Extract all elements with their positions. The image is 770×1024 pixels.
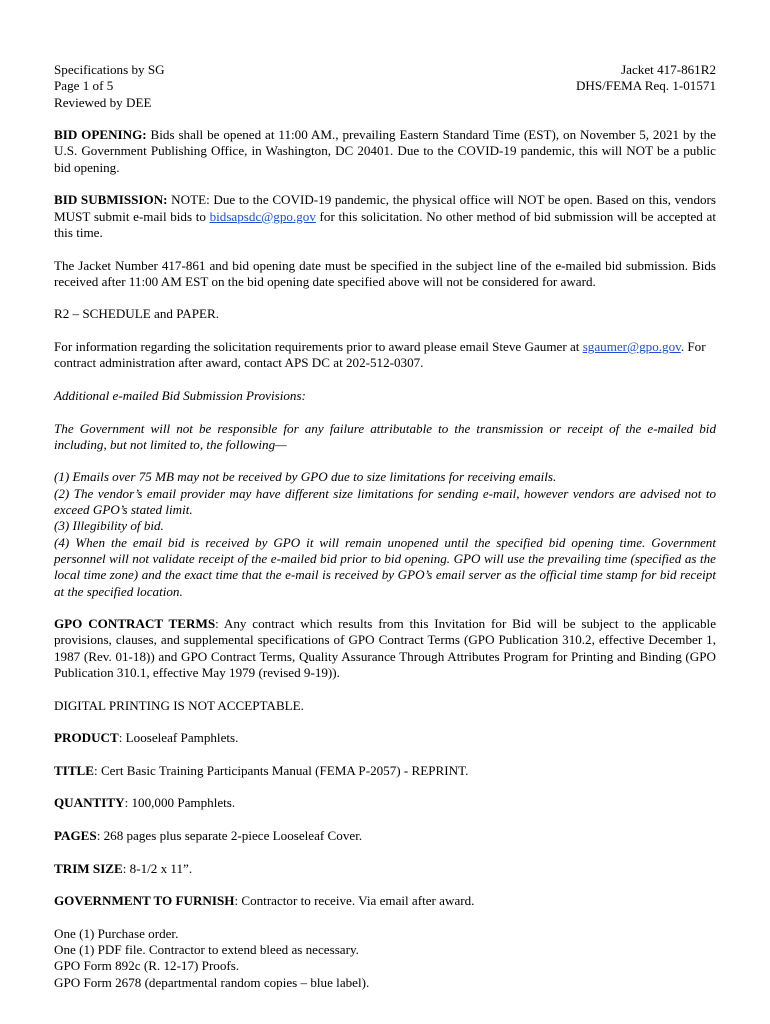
bid-submission-paragraph [54, 192, 716, 241]
title-label: TITLE [54, 762, 95, 778]
provisions-list [54, 469, 716, 599]
trim-size-label: TRIM SIZE [54, 860, 123, 876]
spec-author: Specifications by SG [54, 62, 165, 77]
info-text-end: . For contract administration after award, contact APS DC at 202-512-0307. [54, 339, 706, 371]
gov-furnish-line [54, 893, 716, 909]
trim-size-value: : 8-1/2 x 11”. [122, 860, 193, 876]
furnish-item: One (1) PDF file. Contractor to extend bleed as necessary. [54, 942, 359, 958]
contract-terms-label: GPO CONTRACT TERMS [54, 616, 216, 632]
gov-furnish-value: : Contractor to receive. Via email after award. [234, 893, 475, 909]
info-text: For information regarding the solicitation requirements prior to award please email Steve Gaumer at [54, 339, 583, 355]
pages-line [54, 828, 716, 844]
trim-size-line [54, 861, 716, 877]
bid-opening-label: BID OPENING: [54, 127, 147, 143]
furnish-item: One (1) Purchase order. [54, 925, 179, 941]
info-paragraph [54, 339, 716, 372]
contract-terms-paragraph [54, 616, 716, 681]
title-line [54, 763, 716, 779]
gov-furnish-label: GOVERNMENT TO FURNISH [54, 893, 235, 909]
provisions-heading: Additional e-mailed Bid Submission Provisions: [54, 387, 306, 403]
furnish-items-list [54, 926, 716, 991]
requisition-number: DHS/FEMA Req. 1-01571 [575, 78, 716, 94]
title-value: : Cert Basic Training Participants Manual (FEMA P-2057) - REPRINT. [94, 762, 469, 778]
bid-opening-text: Bids shall be opened at 11:00 AM., prevailing Eastern Standard Time (EST), on November 5, 2021 by the U.S. Government Publishing Office, in Washington, DC 20401. Due to the COVID-19 pandemic, this will NOT be a public bid opening. [54, 127, 716, 175]
page-number: Page 1 of 5 [54, 78, 114, 94]
quantity-line [54, 795, 716, 811]
product-value: : Looseleaf Pamphlets. [118, 730, 239, 746]
page-header [54, 62, 716, 111]
furnish-item: GPO Form 2678 (departmental random copies – blue label). [54, 974, 370, 990]
pages-label: PAGES [54, 827, 97, 843]
bid-opening-paragraph [54, 127, 716, 176]
contact-email-link[interactable]: sgaumer@gpo.gov [582, 339, 681, 355]
bid-submission-text-end: for this solicitation. No other method of bid submission will be accepted at this time. [54, 208, 716, 240]
digital-printing-note: DIGITAL PRINTING IS NOT ACCEPTABLE. [54, 697, 304, 713]
bid-submission-text: NOTE: Due to the COVID-19 pandemic, the physical office will NOT be open. Based on this, vendors MUST submit e-mail bids to [54, 192, 716, 224]
product-label: PRODUCT [54, 730, 119, 746]
provision-item: (1) Emails over 75 MB may not be received by GPO due to size limitations for receiving emails. [54, 469, 557, 485]
reviewer: Reviewed by DEE [54, 94, 152, 110]
bid-email-link[interactable]: bidsapsdc@gpo.gov [209, 208, 316, 224]
provision-item: (4) When the email bid is received by GPO it will remain unopened until the specified bid opening time. Government personnel will not validate receipt of the e-mailed bid prior to bid opening. GPO will use the prevailing time (specified as the local time zone) and the exact time that the e-mail is received by GPO’s email server as the official time stamp for bid receipt at the specified location. [54, 534, 716, 599]
product-line [54, 730, 716, 746]
jacket-note-paragraph: The Jacket Number 417-861 and bid opening date must be specified in the subject line of the e-mailed bid submission. Bids received after 11:00 AM EST on the bid opening date specified above will not be considered for award. [54, 257, 716, 289]
provisions-intro: The Government will not be responsible for any failure attributable to the transmission or receipt of the e-mailed bid including, but not limited to, the following— [54, 420, 716, 452]
jacket-number: Jacket 417-861R2 [621, 62, 716, 77]
contract-terms-text: : Any contract which results from this Invitation for Bid will be subject to the applicable provisions, clauses, and supplemental specifications of GPO Contract Terms (GPO Publication 310.2, effective December 1, 1987 (Rev. 01-18)) and GPO Contract Terms, Quality Assurance Through Attributes Program for Printing and Binding (GPO Publication 310.1, effective May 1979 (revised 9-19)). [54, 616, 717, 680]
bid-submission-label: BID SUBMISSION: [54, 192, 168, 208]
pages-value: : 268 pages plus separate 2-piece Looseleaf Cover. [96, 827, 363, 843]
provision-item: (2) The vendor’s email provider may have different size limitations for sending e-mail, however vendors are advised not to exceed GPO’s stated limit. [54, 485, 716, 518]
header-left [54, 62, 165, 111]
quantity-value: : 100,000 Pamphlets. [124, 795, 236, 811]
provision-item: (3) Illegibility of bid. [54, 518, 164, 534]
header-right [576, 62, 716, 111]
furnish-item: GPO Form 892c (R. 12-17) Proofs. [54, 958, 240, 974]
quantity-label: QUANTITY [54, 795, 125, 811]
revision-note: R2 – SCHEDULE and PAPER. [54, 306, 220, 322]
